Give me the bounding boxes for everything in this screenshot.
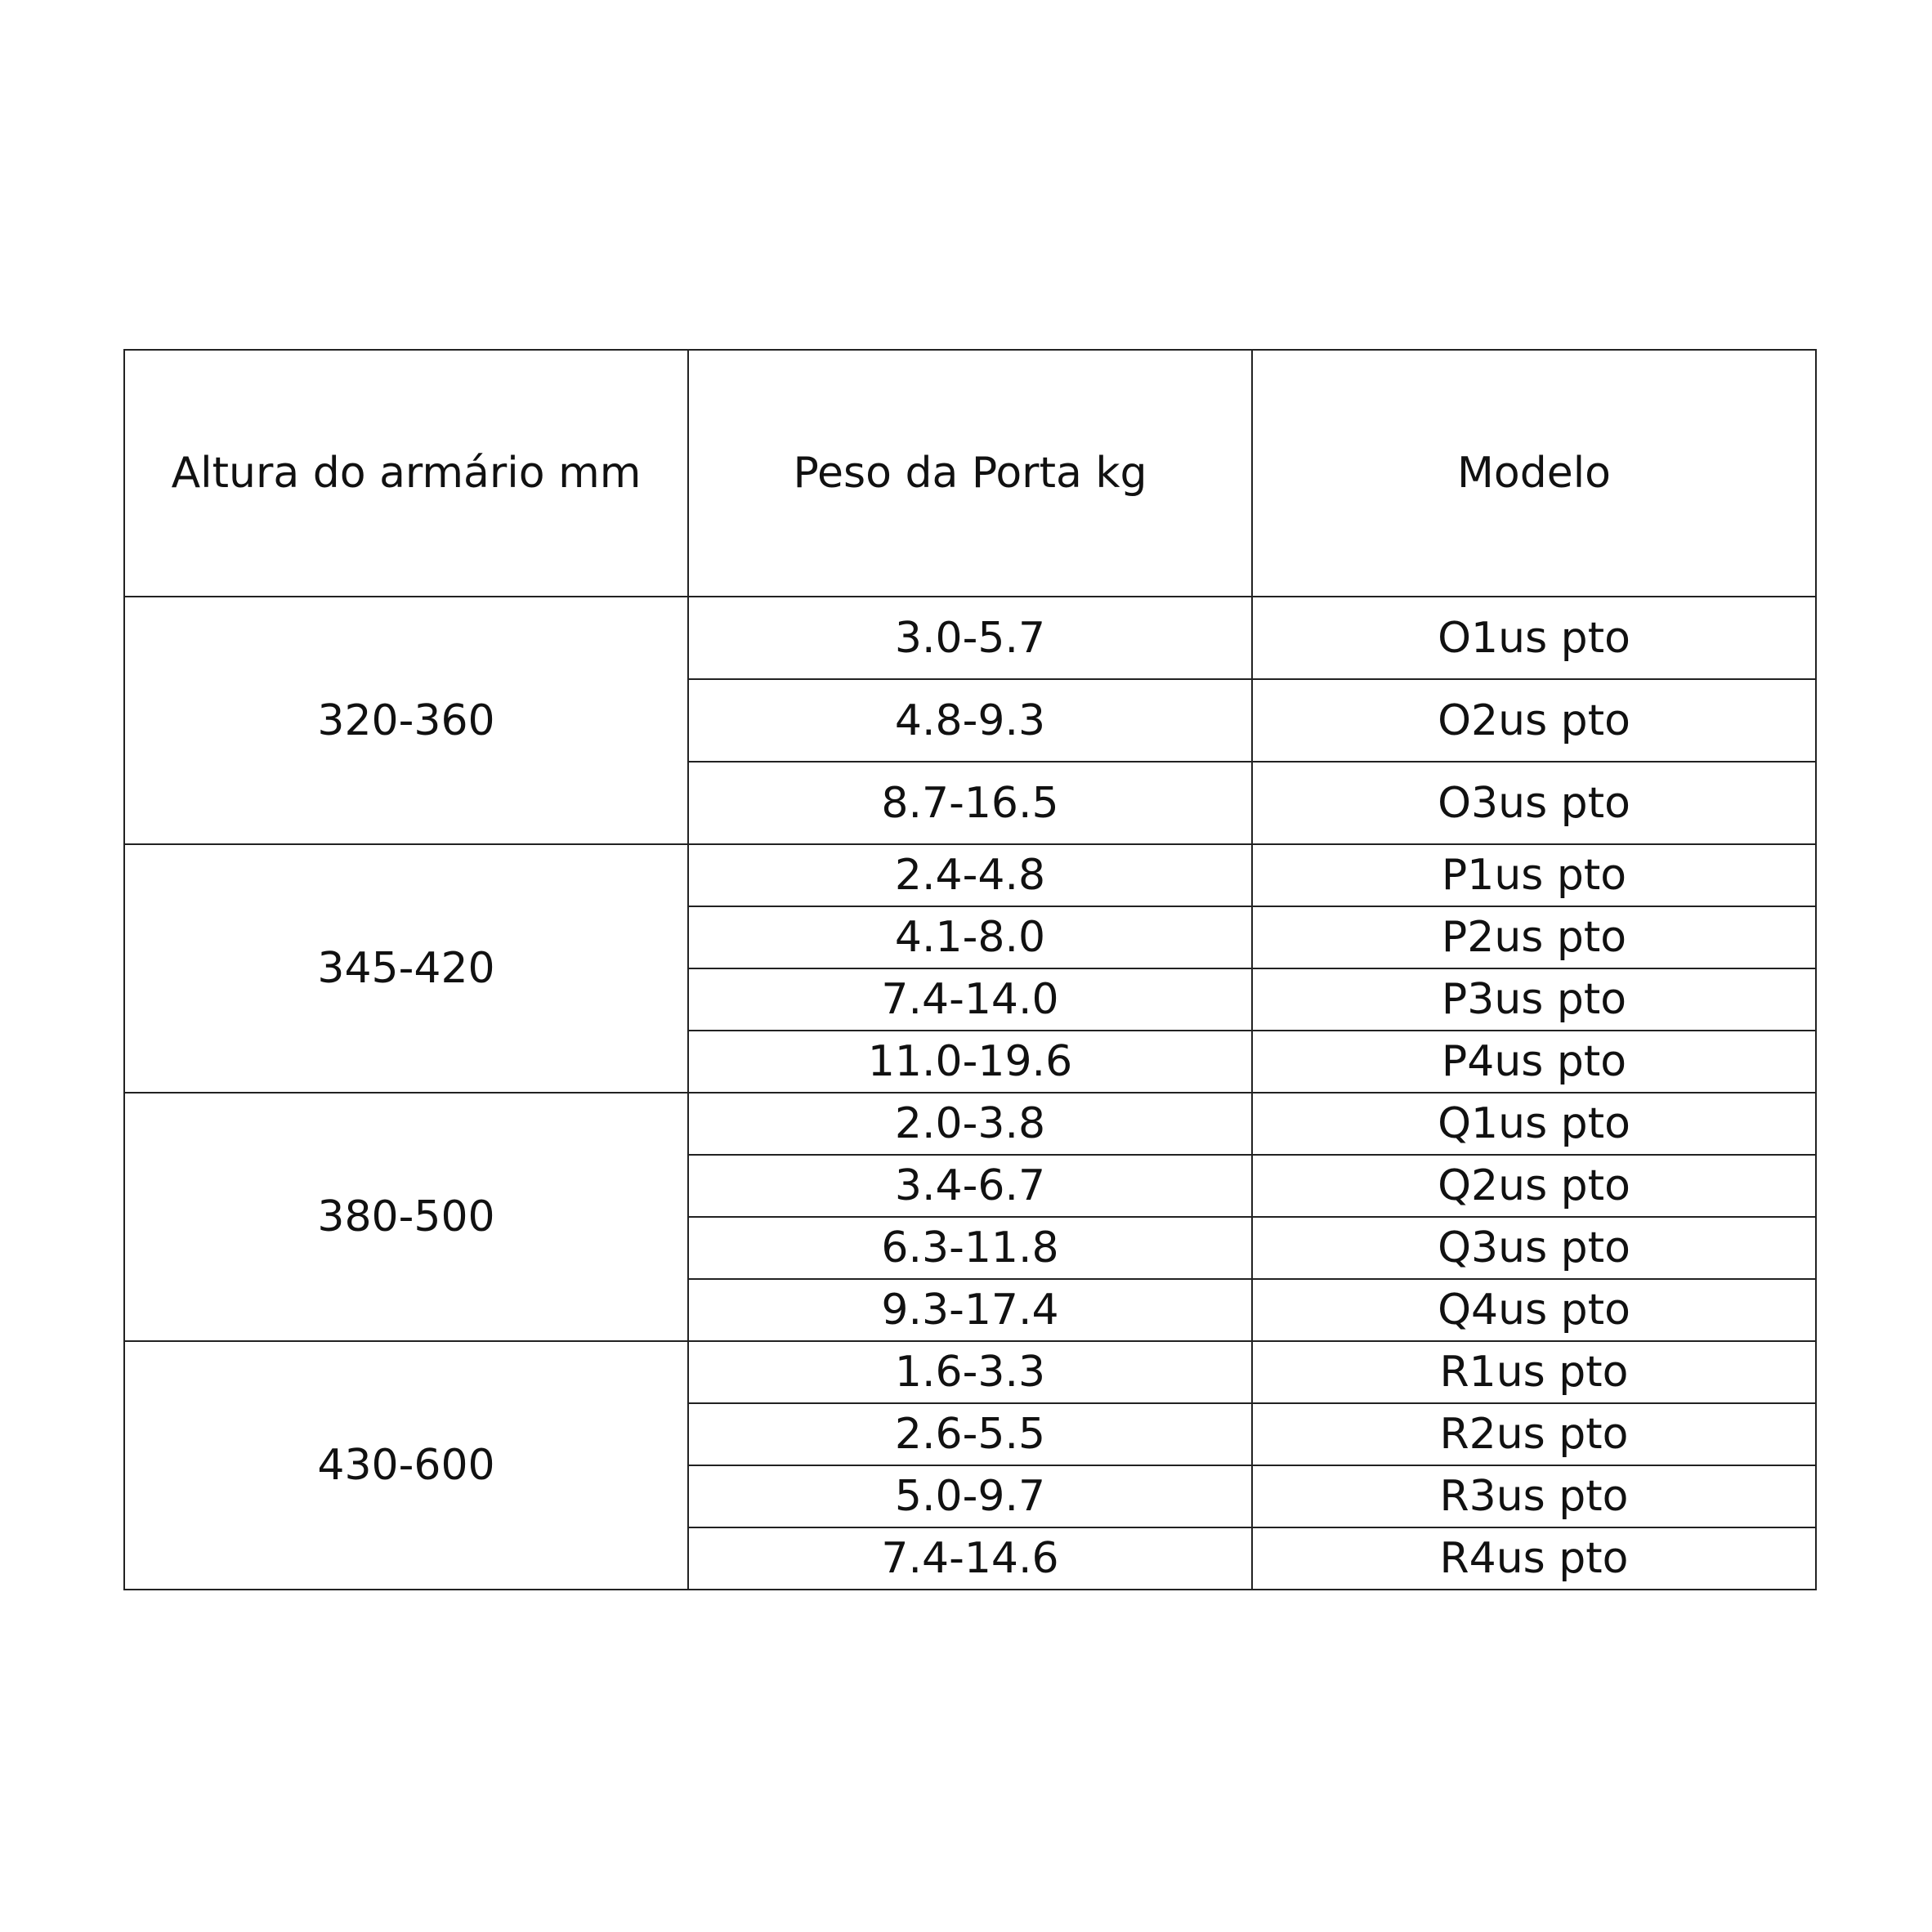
model-cell: Q3us pto <box>1252 1217 1816 1279</box>
header-model: Modelo <box>1252 350 1816 597</box>
door-weight-cell: 5.0-9.7 <box>688 1465 1252 1527</box>
door-weight-cell: 3.4-6.7 <box>688 1155 1252 1217</box>
model-cell: P3us pto <box>1252 968 1816 1031</box>
table-row <box>124 1093 1816 1155</box>
table-row <box>124 844 1816 906</box>
model-cell: O1us pto <box>1252 597 1816 679</box>
group-430-600 <box>124 1341 1816 1590</box>
model-cell: R4us pto <box>1252 1527 1816 1590</box>
door-weight-cell: 2.0-3.8 <box>688 1093 1252 1155</box>
model-cell: P1us pto <box>1252 844 1816 906</box>
door-weight-cell: 7.4-14.0 <box>688 968 1252 1031</box>
model-cell: Q2us pto <box>1252 1155 1816 1217</box>
group-380-500 <box>124 1093 1816 1341</box>
model-cell: O2us pto <box>1252 679 1816 762</box>
model-cell: Q1us pto <box>1252 1093 1816 1155</box>
group-345-420 <box>124 844 1816 1093</box>
spec-table <box>123 349 1817 1590</box>
header-row <box>124 350 1816 597</box>
cabinet-height-cell: 380-500 <box>124 1093 688 1341</box>
door-weight-cell: 7.4-14.6 <box>688 1527 1252 1590</box>
door-weight-cell: 6.3-11.8 <box>688 1217 1252 1279</box>
header-cabinet-height: Altura do armário mm <box>124 350 688 597</box>
cabinet-height-cell: 345-420 <box>124 844 688 1093</box>
model-cell: O3us pto <box>1252 762 1816 844</box>
header-door-weight: Peso da Porta kg <box>688 350 1252 597</box>
door-weight-cell: 4.1-8.0 <box>688 906 1252 968</box>
door-weight-cell: 9.3-17.4 <box>688 1279 1252 1341</box>
group-320-360 <box>124 597 1816 844</box>
door-weight-cell: 3.0-5.7 <box>688 597 1252 679</box>
table-row <box>124 1341 1816 1403</box>
model-cell: R2us pto <box>1252 1403 1816 1465</box>
cabinet-height-cell: 430-600 <box>124 1341 688 1590</box>
door-weight-cell: 1.6-3.3 <box>688 1341 1252 1403</box>
model-cell: R3us pto <box>1252 1465 1816 1527</box>
model-cell: P2us pto <box>1252 906 1816 968</box>
door-weight-cell: 2.4-4.8 <box>688 844 1252 906</box>
model-cell: P4us pto <box>1252 1031 1816 1093</box>
door-weight-cell: 2.6-5.5 <box>688 1403 1252 1465</box>
cabinet-height-cell: 320-360 <box>124 597 688 844</box>
table-row <box>124 597 1816 679</box>
door-weight-cell: 8.7-16.5 <box>688 762 1252 844</box>
door-weight-cell: 4.8-9.3 <box>688 679 1252 762</box>
model-cell: Q4us pto <box>1252 1279 1816 1341</box>
door-weight-cell: 11.0-19.6 <box>688 1031 1252 1093</box>
model-cell: R1us pto <box>1252 1341 1816 1403</box>
